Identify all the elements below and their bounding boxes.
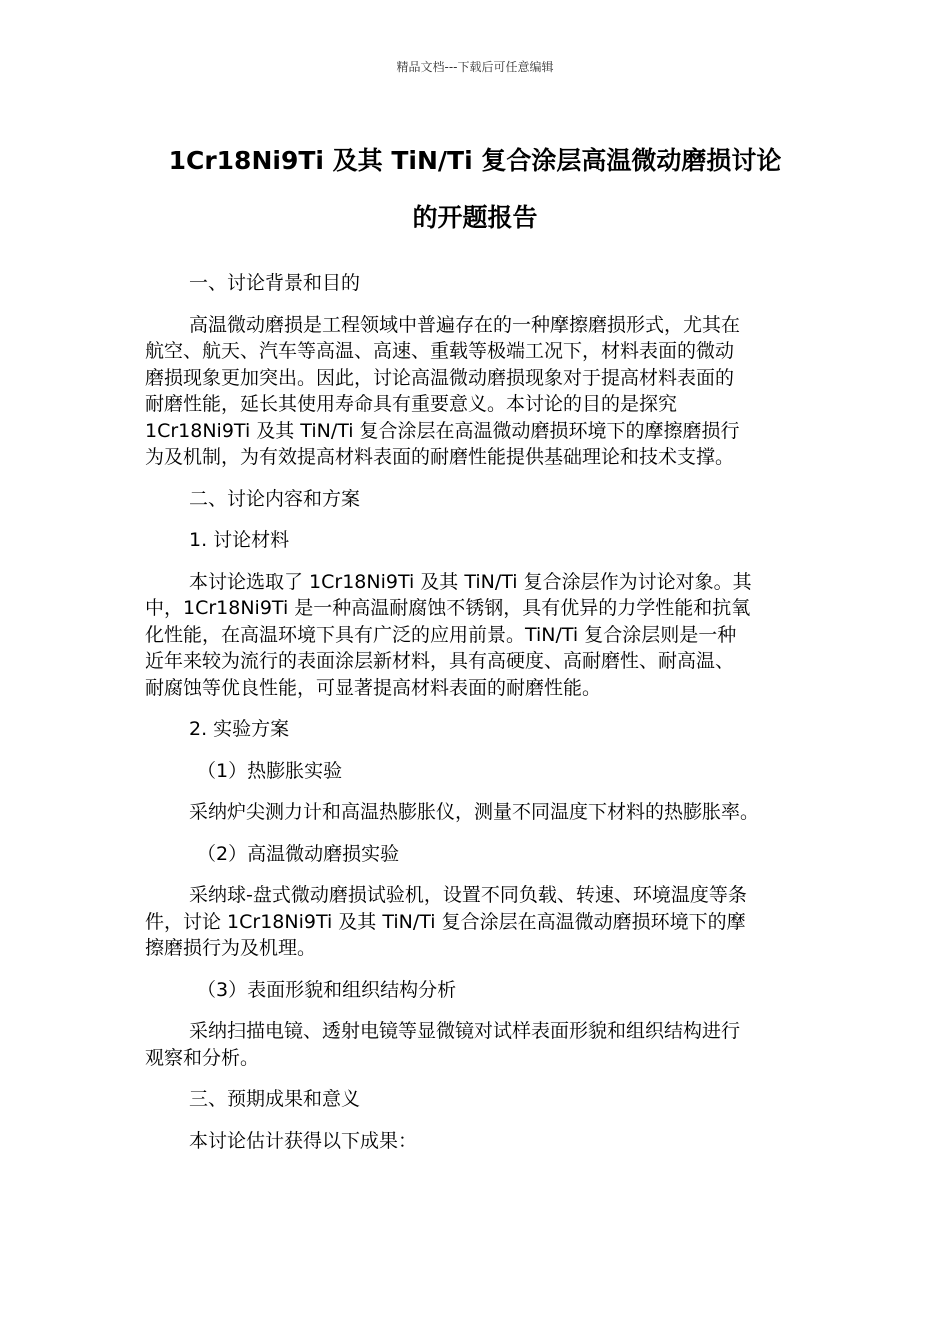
paragraph-line: 采纳炉尖测力计和高温热膨胀仪，测量不同温度下材料的热膨胀率。 [189, 801, 760, 823]
section-2-heading: 二、讨论内容和方案 [189, 487, 361, 510]
section-2-2-heading: 2. 实验方案 [189, 718, 290, 740]
section-2-2-1-paragraph [145, 799, 805, 826]
paragraph-line: 磨损现象更加突出。因此，讨论高温微动磨损现象对于提高材料表面的 [145, 366, 735, 389]
paragraph-line: 本讨论选取了 1Cr18Ni9Ti 及其 TiN/Ti 复合涂层作为讨论对象。其 [189, 570, 752, 593]
paragraph-line: 采纳扫描电镜、透射电镜等显微镜对试样表面形貌和组织结构进行 [189, 1020, 741, 1042]
section-2-2-2-paragraph [145, 882, 805, 962]
paragraph-line: 观察和分析。 [145, 1046, 260, 1069]
title-line-2: 的开题报告 [412, 203, 538, 232]
paragraph-line: 采纳球-盘式微动磨损试验机，设置不同负载、转速、环境温度等条 [189, 884, 747, 906]
section-2-2-3-heading: （3）表面形貌和组织结构分析 [197, 978, 457, 1001]
paragraph-line: 本讨论估计获得以下成果： [189, 1129, 418, 1152]
section-2-2-1-heading: （1）热膨胀实验 [197, 759, 343, 782]
paragraph-line: 近年来较为流行的表面涂层新材料，具有高硬度、高耐磨性、耐高温、 [145, 650, 735, 672]
header-note: 精品文档---下载后可任意编辑 [396, 60, 554, 74]
section-1-heading: 一、讨论背景和目的 [189, 272, 361, 294]
paragraph-line: 1Cr18Ni9Ti 及其 TiN/Ti 复合涂层在高温微动磨损环境下的摩擦磨损行 [145, 419, 740, 442]
paragraph-line: 耐磨性能，延长其使用寿命具有重要意义。本讨论的目的是探究 [145, 393, 678, 415]
document-body [145, 270, 805, 1169]
paragraph-line: 为及机制，为有效提高材料表面的耐磨性能提供基础理论和技术支撑。 [145, 446, 735, 468]
paragraph-line: 耐腐蚀等优良性能，可显著提高材料表面的耐磨性能。 [145, 676, 602, 699]
title-line-1: 1Cr18Ni9Ti 及其 TiN/Ti 复合涂层高温微动磨损讨论 [168, 146, 782, 175]
section-1-paragraph [145, 312, 805, 471]
section-2-2-3-paragraph [145, 1018, 805, 1071]
section-2-1-paragraph [145, 569, 805, 702]
paragraph-line: 高温微动磨损是工程领域中普遍存在的一种摩擦磨损形式，尤其在 [189, 313, 741, 336]
section-2-1-heading: 1. 讨论材料 [189, 529, 290, 551]
paragraph-line: 件，讨论 1Cr18Ni9Ti 及其 TiN/Ti 复合涂层在高温微动磨损环境下的摩 [145, 910, 746, 933]
section-3-paragraph [145, 1128, 805, 1155]
section-2-2-2-heading: （2）高温微动磨损实验 [197, 842, 400, 865]
paragraph-line: 航空、航天、汽车等高温、高速、重载等极端工况下，材料表面的微动 [145, 340, 735, 362]
document-title [100, 132, 850, 246]
section-3-heading: 三、预期成果和意义 [189, 1088, 361, 1110]
paragraph-line: 中，1Cr18Ni9Ti 是一种高温耐腐蚀不锈钢，具有优异的力学性能和抗氧 [145, 597, 751, 619]
paragraph-line: 擦磨损行为及机理。 [145, 937, 317, 959]
paragraph-line: 化性能，在高温环境下具有广泛的应用前景。TiN/Ti 复合涂层则是一种 [145, 623, 737, 646]
